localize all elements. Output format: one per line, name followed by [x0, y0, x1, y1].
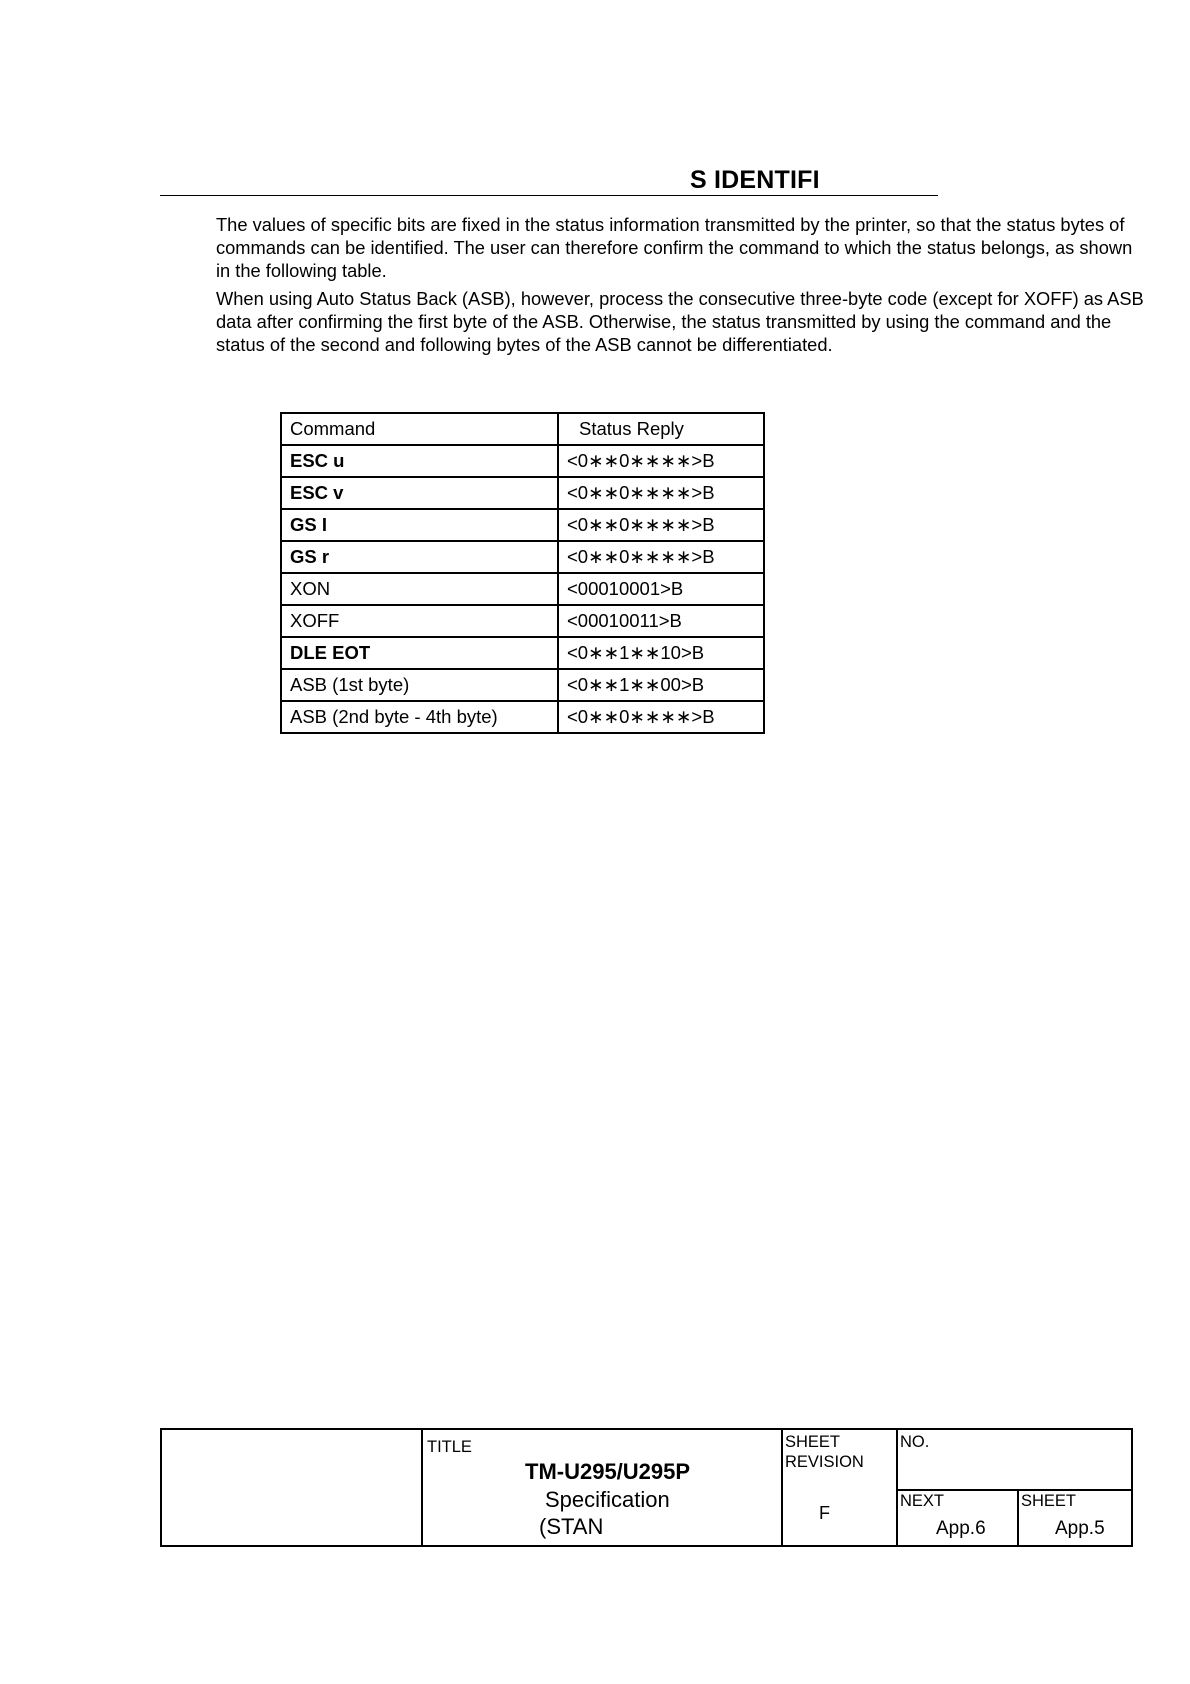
command-cell: GS I — [281, 509, 558, 541]
command-cell: ESC v — [281, 477, 558, 509]
next-label: NEXT — [900, 1492, 945, 1510]
command-cell: DLE EOT — [281, 637, 558, 669]
title-block-divider — [1017, 1489, 1019, 1545]
next-value: App.6 — [936, 1518, 986, 1539]
table-row — [281, 477, 764, 509]
header-command: Command — [281, 413, 558, 445]
status-cell: <0∗∗0∗∗∗∗>B — [558, 509, 764, 541]
table-row — [281, 605, 764, 637]
asb-paragraph: When using Auto Status Back (ASB), however, process the consecutive three-byte code (except for XOFF) as ASB data after confirming the first byte of the ASB. Otherwise, the status transmitted by using the command and the status of the second and following bytes of the ASB cannot be differentiated. — [216, 288, 1144, 355]
status-cell: <0∗∗0∗∗∗∗>B — [558, 541, 764, 573]
header-status-reply: Status Reply — [558, 413, 764, 445]
sheet-number-value: App.5 — [1055, 1518, 1105, 1539]
status-cell: <0∗∗0∗∗∗∗>B — [558, 445, 764, 477]
table-row — [281, 573, 764, 605]
title-block — [160, 1428, 1133, 1547]
document-title: TM-U295/U295P — [525, 1459, 691, 1484]
title-block-divider — [421, 1430, 423, 1545]
title-block-divider — [896, 1489, 1131, 1491]
status-cell: <00010011>B — [558, 605, 764, 637]
command-cell: ESC u — [281, 445, 558, 477]
status-reply-table — [280, 412, 765, 734]
table-row — [281, 637, 764, 669]
command-cell: XOFF — [281, 605, 558, 637]
sheet-number-label: SHEET — [1021, 1492, 1077, 1510]
document-subtitle-2: (STAN — [539, 1514, 604, 1539]
status-cell: <0∗∗0∗∗∗∗>B — [558, 701, 764, 733]
status-cell: <0∗∗1∗∗00>B — [558, 669, 764, 701]
table-row — [281, 701, 764, 733]
table-row — [281, 541, 764, 573]
command-cell: ASB (1st byte) — [281, 669, 558, 701]
intro-paragraph: The values of specific bits are fixed in the status information transmitted by the printer, so that the status bytes of commands can be identified. The user can therefore confirm the command to which the status belongs, as shown in the following table. — [216, 214, 1133, 281]
title-block-divider — [781, 1430, 783, 1545]
table-row — [281, 669, 764, 701]
command-cell: XON — [281, 573, 558, 605]
title-label: TITLE — [427, 1438, 472, 1456]
status-cell: <0∗∗1∗∗10>B — [558, 637, 764, 669]
command-cell: ASB (2nd byte - 4th byte) — [281, 701, 558, 733]
sheet-label: SHEET — [785, 1433, 841, 1451]
heading-rule — [160, 195, 938, 196]
status-cell: <00010001>B — [558, 573, 764, 605]
table-row — [281, 445, 764, 477]
table-header-row — [281, 413, 764, 445]
status-cell: <0∗∗0∗∗∗∗>B — [558, 477, 764, 509]
section-heading: S IDENTIFI — [690, 166, 820, 194]
command-cell: GS r — [281, 541, 558, 573]
revision-value: F — [819, 1503, 830, 1523]
number-label: NO. — [900, 1433, 930, 1451]
title-block-divider — [896, 1430, 898, 1545]
document-subtitle: Specification — [545, 1487, 670, 1512]
revision-label: REVISION — [785, 1453, 864, 1471]
table-row — [281, 509, 764, 541]
